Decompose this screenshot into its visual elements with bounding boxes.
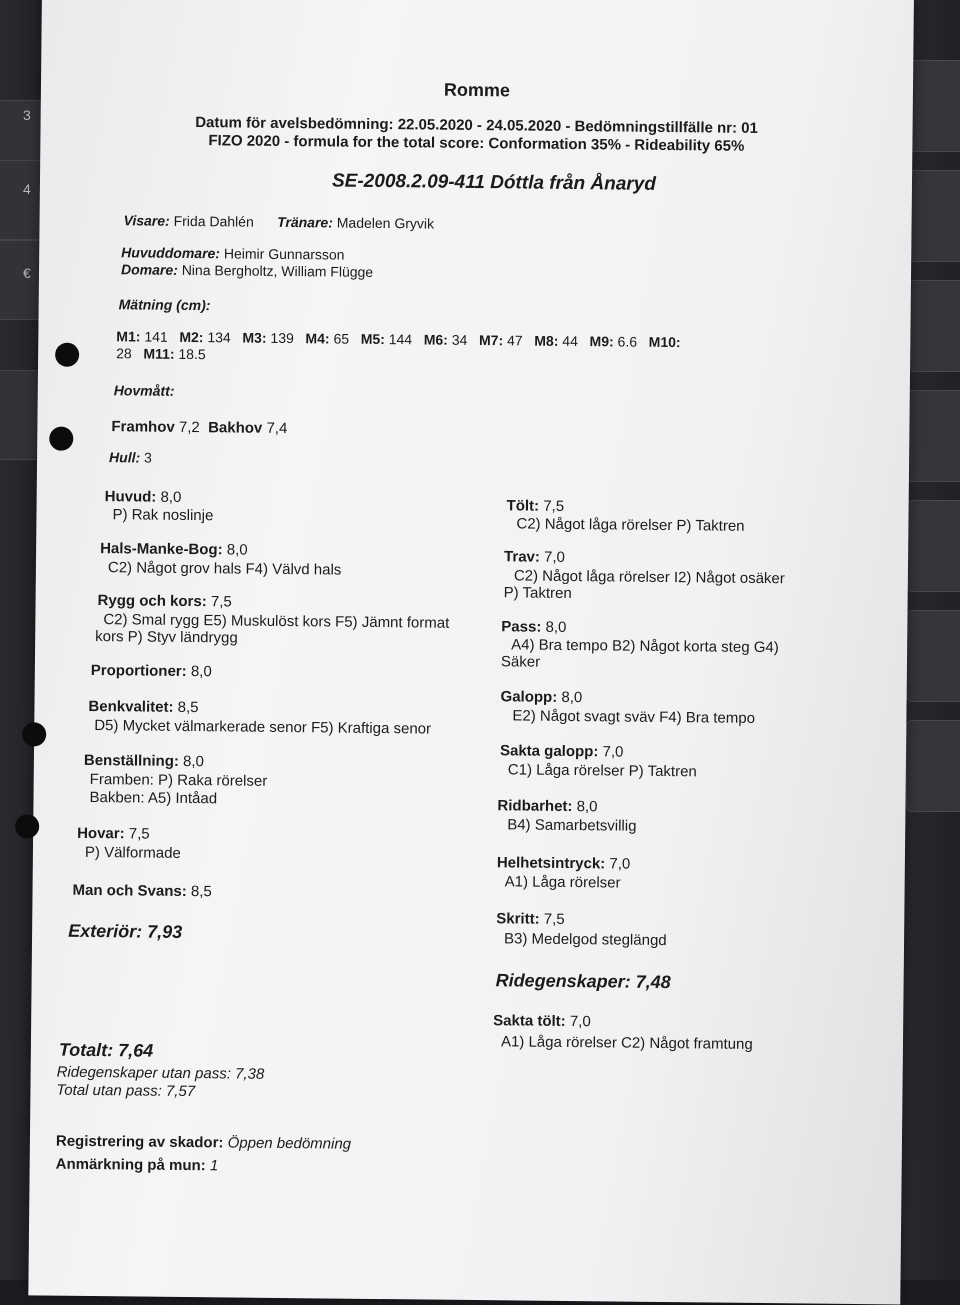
rygg-note: C2) Smal rygg E5) Muskulöst kors F5) Jämnt format: [103, 611, 450, 632]
helhet-note: A1) Låga rörelser: [504, 873, 621, 892]
m-value: 18.5: [178, 345, 206, 363]
score: 8,0: [545, 618, 567, 636]
score: 7,5: [543, 910, 565, 928]
score: 7,5: [210, 593, 232, 611]
trav-note: C2) Något låga rörelser I2) Något osäker: [513, 567, 785, 588]
keyboard-key: [906, 390, 960, 482]
sakta-galopp-row: [500, 742, 624, 760]
hull-row: [109, 449, 152, 465]
key-label: €: [23, 265, 31, 281]
formula-line: FIZO 2020 - formula for the total score: Conformation 35% - Rideability 65%: [208, 132, 745, 155]
exterior-score: Exteriör: 7,93: [68, 920, 183, 942]
framhov-label: Framhov: [111, 418, 175, 436]
m-value: 34: [451, 331, 468, 348]
galopp-note: E2) Något svagt sväv F4) Bra tempo: [512, 707, 756, 727]
punch-hole: [55, 343, 79, 367]
label: Trav:: [503, 548, 541, 566]
sakta-galopp-note: C1) Låga rörelser P) Taktren: [507, 761, 697, 781]
m-key: M6:: [423, 331, 448, 348]
pass-note: A4) Bra tempo B2) Något korta steg G4): [511, 636, 779, 657]
label: Skritt:: [496, 910, 540, 928]
bakhov-value: 7,4: [266, 419, 288, 438]
pass-row: [501, 618, 566, 636]
score: 8,0: [190, 663, 212, 681]
benst-note: Framben: P) Raka rörelser: [89, 770, 268, 790]
hoof-row: [111, 418, 287, 437]
label: Man och Svans:: [72, 881, 187, 900]
m-key: M1:: [116, 328, 141, 345]
domare-label: Domare:: [120, 261, 178, 278]
label: Benkvalitet:: [88, 697, 174, 716]
hals-note: C2) Något grov hals F4) Välvd hals: [107, 559, 342, 579]
domare-row: [121, 261, 373, 280]
hovar-note: P) Välformade: [84, 843, 181, 862]
label: Galopp:: [500, 688, 558, 706]
tolt-note: C2) Något låga rörelser P) Taktren: [516, 515, 745, 535]
label: Ridbarhet:: [497, 797, 573, 816]
total-score: Totalt: 7,64: [58, 1039, 154, 1061]
trav-note-2: P) Taktren: [503, 584, 572, 603]
benst-note-2: Bakben: A5) Intåad: [89, 788, 218, 808]
tranare-label: Tränare:: [277, 213, 334, 231]
tolt-row: [507, 497, 565, 515]
label: Tölt:: [506, 497, 540, 515]
label: Hals-Manke-Bog:: [100, 540, 223, 559]
m-value: 44: [562, 332, 578, 350]
rygg-row: [97, 592, 231, 610]
m-value: 28: [116, 345, 132, 362]
m-key: M8:: [534, 332, 559, 349]
sakta-tolt-note: A1) Låga rörelser C2) Något framtung: [500, 1033, 753, 1053]
m-key: M11:: [143, 345, 175, 362]
bakhov-label: Bakhov: [208, 419, 263, 437]
score: 7,5: [543, 497, 565, 515]
score-sheet: [28, 0, 914, 1304]
m-key: M10:: [648, 333, 681, 351]
mun-row: [56, 1156, 219, 1175]
label: Rygg och kors:: [97, 592, 207, 611]
m-value: 47: [506, 332, 523, 349]
label: Helhetsintryck:: [496, 854, 606, 873]
huvud-note: P) Rak noslinje: [112, 506, 214, 525]
visare-label: Visare:: [123, 212, 170, 229]
label: Benställning:: [83, 751, 180, 770]
keyboard-key: [906, 500, 960, 592]
prop-row: [91, 662, 212, 680]
mun-value: 1: [209, 1157, 219, 1175]
score: 8,0: [160, 488, 182, 506]
rid-utan-pass: Ridegenskaper utan pass: 7,38: [56, 1063, 265, 1083]
domare-value: Nina Bergholtz, William Flügge: [181, 261, 374, 280]
punch-hole: [49, 427, 73, 451]
mun-label: Anmärkning på mun:: [55, 1155, 206, 1175]
hoof-title: Hovmått:: [113, 382, 175, 399]
visare-row: [123, 212, 434, 231]
hull-value: 3: [144, 449, 152, 466]
keyboard-key: [906, 280, 960, 372]
dates-line: Datum för avelsbedömning: 22.05.2020 - 24.05.2020 - Bedömningstillfälle nr: 01: [195, 114, 758, 137]
huvud-row: [105, 488, 182, 506]
label: Sakta tölt:: [493, 1012, 566, 1030]
m-value: 141: [144, 328, 168, 345]
score: 7,5: [128, 825, 150, 843]
skritt-note: B3) Medelgod steglängd: [503, 930, 667, 950]
huvuddomare-label: Huvuddomare:: [121, 244, 221, 262]
trav-row: [504, 548, 565, 566]
ridbarhet-row: [497, 797, 597, 815]
measure-title: Mätning (cm):: [118, 296, 211, 314]
helhet-row: [497, 854, 631, 872]
m-value: 139: [270, 329, 294, 347]
m-key: M9:: [589, 333, 614, 350]
skador-row: [56, 1133, 351, 1153]
score: 7,0: [609, 855, 631, 873]
score: 8,5: [177, 698, 199, 717]
measure-row-2: [116, 345, 206, 362]
skador-value: Öppen bedömning: [227, 1134, 352, 1153]
keyboard-key: [906, 720, 960, 812]
key-label: 4: [23, 181, 31, 197]
man-row: [72, 882, 211, 900]
m-value: 144: [388, 331, 413, 348]
key-label: 3: [23, 107, 31, 123]
hals-row: [100, 540, 248, 559]
score: 7,0: [569, 1013, 591, 1031]
keyboard-key: [906, 60, 960, 152]
huvuddomare-value: Heimir Gunnarsson: [223, 245, 345, 263]
benst-row: [84, 752, 204, 770]
m-key: M3:: [242, 329, 267, 346]
rygg-note-2: kors P) Styv ländrygg: [95, 628, 238, 647]
m-value: 65: [333, 330, 350, 347]
benk-row: [88, 698, 198, 716]
hull-label: Hull:: [109, 449, 141, 466]
label: Hovar:: [77, 824, 125, 843]
total-utan-pass: Total utan pass: 7,57: [56, 1081, 196, 1101]
skritt-row: [496, 910, 565, 928]
page-title: Romme: [443, 79, 511, 101]
ridbarhet-note: B4) Samarbetsvillig: [507, 816, 637, 835]
m-value: 134: [207, 329, 231, 346]
keyboard-key: [906, 610, 960, 702]
skador-label: Registrering av skador:: [55, 1132, 224, 1152]
score: 7,0: [544, 548, 566, 566]
horse-name: SE-2008.2.09-411 Dóttla från Ånaryd: [331, 170, 657, 195]
m-key: M7:: [478, 332, 504, 349]
score: 8,5: [190, 883, 212, 901]
benk-note: D5) Mycket välmarkerade senor F5) Kraftiga senor: [94, 717, 432, 738]
m-key: M2:: [179, 328, 204, 346]
label: Proportioner:: [90, 661, 187, 680]
sakta-tolt-row: [493, 1012, 591, 1030]
galopp-row: [501, 688, 583, 706]
huvuddomare-row: [121, 244, 344, 262]
m-key: M5:: [360, 330, 385, 348]
label: Sakta galopp:: [499, 742, 599, 761]
hovar-row: [77, 825, 150, 843]
framhov-value: 7,2: [178, 418, 200, 437]
score: 7,0: [602, 743, 624, 761]
score: 8,0: [561, 688, 583, 707]
punch-hole: [22, 722, 46, 746]
m-key: M4:: [305, 330, 330, 347]
pass-note-2: Säker: [500, 653, 541, 671]
label: Pass:: [501, 618, 542, 636]
score: 8,0: [226, 541, 248, 559]
punch-hole: [15, 814, 39, 838]
visare-value: Frida Dahlén: [173, 212, 254, 230]
score: 8,0: [183, 752, 205, 771]
score: 8,0: [576, 798, 598, 816]
tranare-value: Madelen Gryvik: [336, 214, 435, 232]
m-value: 6.6: [617, 333, 638, 350]
label: Huvud:: [104, 488, 157, 506]
ridegenskaper-score: Ridegenskaper: 7,48: [495, 970, 671, 993]
